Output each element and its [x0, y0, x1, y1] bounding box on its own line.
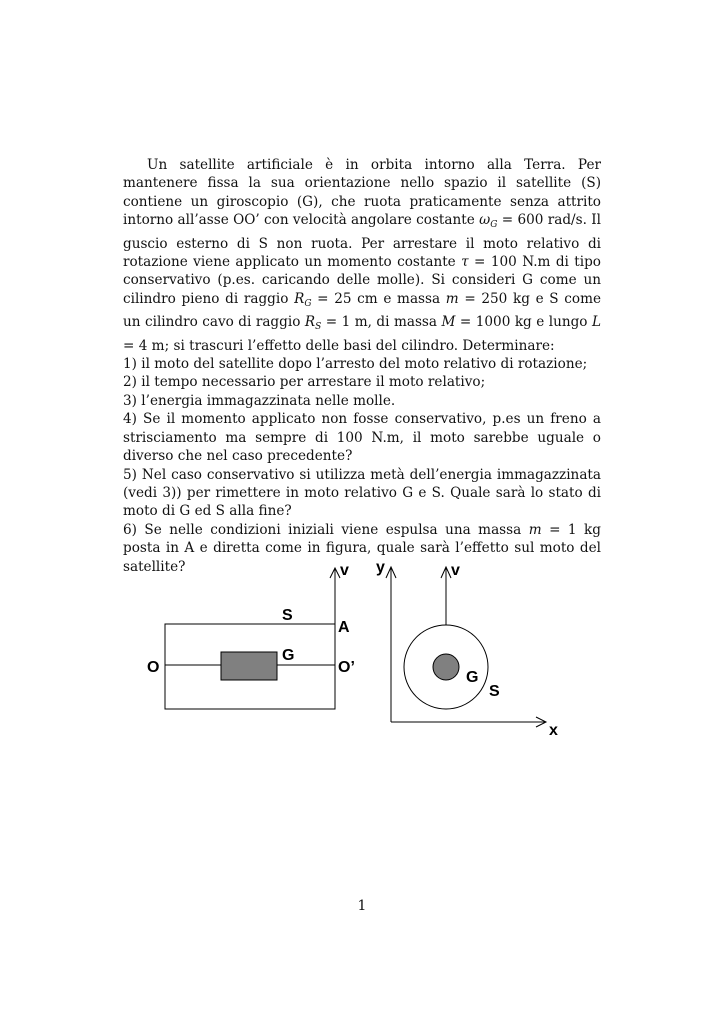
- question-5: 5) Nel caso conservativo si utilizza metà dell’energia immagazzinata (vedi 3)) per rimettere in moto relativo G e S. Quale sarà lo stato di moto di G ed S alla fine?: [123, 466, 601, 520]
- intro-text-8: = 4 m; si trascuri l’effetto delle basi del cilindro. Determinare:: [123, 337, 555, 354]
- symbol-omega-subscript: G: [490, 220, 498, 231]
- gyroscope-side: [221, 652, 277, 680]
- symbol-rg-subscript: G: [304, 298, 312, 309]
- intro-text-5: = 250 kg e S come un cilindro cavo di raggio: [123, 290, 602, 331]
- front-view: [386, 567, 546, 727]
- label-x: x: [549, 722, 558, 739]
- question-3: 3) l’energia immagazzinata nelle molle.: [123, 392, 396, 409]
- symbol-rs-subscript: S: [315, 322, 322, 333]
- label-y: y: [376, 559, 385, 576]
- question-6-text-1: 6) Se nelle condizioni iniziali viene espulsa una massa: [123, 521, 529, 538]
- gyroscope-front: [433, 654, 459, 680]
- side-view: [165, 568, 340, 709]
- label-v-side: v: [340, 562, 349, 579]
- symbol-m-q6: m: [528, 521, 542, 538]
- intro-text-6: = 1 m, di massa: [321, 314, 442, 331]
- symbol-tau: τ: [461, 254, 469, 271]
- label-O: O: [147, 659, 160, 676]
- symbol-m: m: [445, 290, 459, 307]
- label-S-side: S: [282, 607, 293, 624]
- intro-text-3: = 100 N.m di tipo conservativo (p.es. caricando delle molle). Si consideri G come un cilindro pieno di raggio: [123, 254, 601, 307]
- intro-text-1: Un satellite artificiale è in orbita intorno alla Terra. Per mantenere fissa la sua orientazione nello spazio il satellite (S) contiene un giroscopio (G), che ruota praticamente senza attrito intorno all’asse OO’ con velocità angolare costante: [123, 157, 601, 229]
- question-1: 1) il moto del satellite dopo l’arresto del moto relativo di rotazione;: [123, 356, 588, 373]
- symbol-M: M: [441, 314, 456, 331]
- page-number: 1: [357, 898, 367, 914]
- label-S-front: S: [489, 683, 500, 700]
- intro-text-2: = 600 rad/s. Il guscio esterno di S non ruota. Per arrestare il moto relativo di rotazione viene applicato un momento costante: [123, 212, 601, 271]
- question-4: 4) Se il momento applicato non fosse conservativo, p.es un freno a strisciamento ma sempre di 100 N.m, il moto sarebbe uguale o diverso che nel caso precedente?: [123, 411, 601, 465]
- intro-text-7: = 1000 kg e lungo: [455, 314, 592, 331]
- question-2: 2) il tempo necessario per arrestare il moto relativo;: [123, 374, 486, 391]
- symbol-rg: R: [294, 290, 305, 307]
- symbol-L: L: [591, 314, 601, 331]
- label-O-prime: O’: [338, 659, 355, 676]
- symbol-rs: R: [304, 314, 316, 331]
- front-view-labels: [376, 559, 558, 739]
- label-G-front: G: [466, 669, 479, 686]
- label-A: A: [338, 619, 350, 636]
- question-6-text-2: = 1 kg posta in A e diretta come in figura, quale sarà l’effetto sul moto del satellite?: [123, 521, 601, 575]
- label-v-front: v: [451, 562, 460, 579]
- symbol-omega: ω: [479, 212, 491, 229]
- label-G-side: G: [282, 647, 295, 664]
- intro-text-4: = 25 cm e massa: [311, 290, 446, 307]
